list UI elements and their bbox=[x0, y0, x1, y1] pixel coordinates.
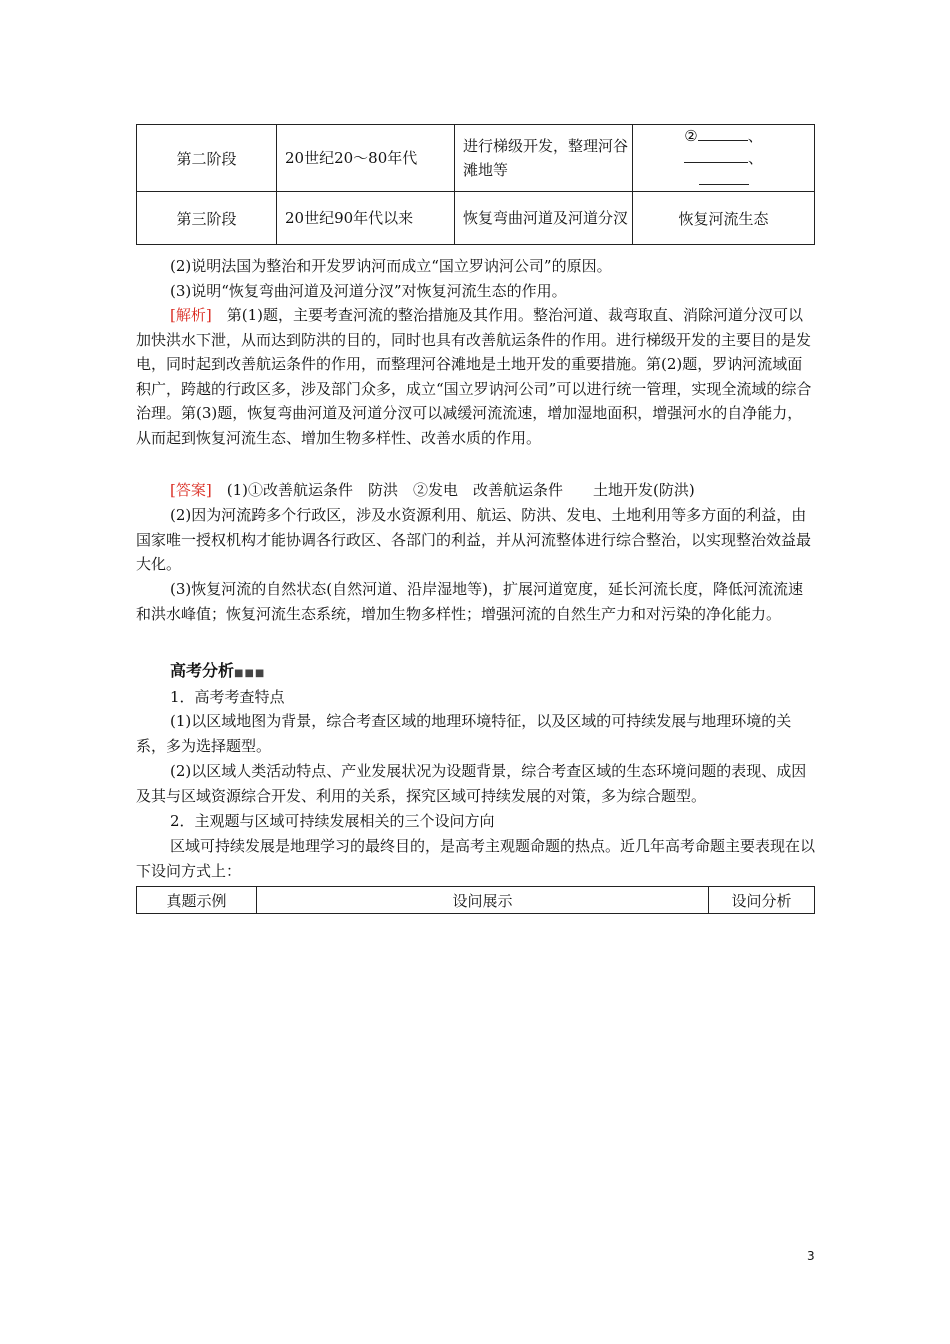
table-row bbox=[137, 125, 815, 192]
question-3: (3)说明“恢复弯曲河道及河道分汊”对恢复河流生态的作用。 bbox=[170, 282, 567, 300]
column-header: 设问展示 bbox=[257, 887, 709, 914]
stage-cell: 第二阶段 bbox=[137, 125, 277, 192]
answer-paragraph-2: (2)因为河流跨多个行政区，涉及水资源利用、航运、防洪、发电、土地利用等多方面的利益，由国家唯一授权机构才能协调各行政区、各部门的利益，并从河流整体进行综合整治，以实现整治效益最大化。 bbox=[136, 506, 812, 573]
page-number: 3 bbox=[807, 1249, 815, 1263]
separator: 、 bbox=[747, 149, 763, 167]
analysis-paragraph bbox=[136, 303, 816, 450]
answer-1-text: (1)①改善航运条件 防洪 ②发电 改善航运条件 土地开发(防洪) bbox=[226, 481, 695, 499]
table-header-row bbox=[137, 887, 815, 914]
item-1-paragraph-1: (1)以区域地图为背景，综合考查区域的地理环境特征，以及区域的可持续发展与地理环境的关系，多为选择题型。 bbox=[136, 712, 792, 755]
stage-table bbox=[136, 124, 815, 245]
answer-blank bbox=[699, 170, 749, 185]
period-cell: 20世纪90年代以来 bbox=[277, 192, 455, 245]
column-header: 设问分析 bbox=[709, 887, 815, 914]
separator: 、 bbox=[747, 127, 763, 145]
section-heading-text: 高考分析 bbox=[170, 661, 235, 680]
question-table bbox=[136, 886, 815, 914]
measure-cell: 进行梯级开发，整理河谷滩地等 bbox=[455, 125, 633, 192]
answer-blank bbox=[698, 126, 748, 141]
stage-cell: 第三阶段 bbox=[137, 192, 277, 245]
answer-blank bbox=[684, 148, 748, 163]
effect-cell: 恢复河流生态 bbox=[633, 192, 815, 245]
table-row bbox=[137, 192, 815, 245]
circle-two-marker: ② bbox=[684, 127, 698, 145]
column-header: 真题示例 bbox=[137, 887, 257, 914]
answer-paragraph-1 bbox=[136, 478, 816, 503]
measure-cell: 恢复弯曲河道及河道分汊 bbox=[455, 192, 633, 245]
section-heading bbox=[170, 658, 265, 681]
analysis-text: 第(1)题，主要考查河流的整治措施及其作用。整治河道、裁弯取直、消除河道分汊可以加快洪水下泄，从而达到防洪的目的，同时也具有改善航运条件的作用。进行梯级开发的主要目的是发电，同时起到改善航运条件的作用，而整理河谷滩地是土地开发的重要措施。第(2)题，罗讷河流域面积广，跨越的行政区多，涉及部门众多，成立“国立罗讷河公司”可以进行统一管理，实现全流域的综合治理。第(3)题，恢复弯曲河道及河道分汊可以减缓河流流速，增加湿地面积，增强河水的自净能力，从而起到恢复河流生态、增加生物多样性、改善水质的作用。 bbox=[136, 306, 812, 447]
item-1-title: 1．高考考查特点 bbox=[170, 688, 285, 706]
item-2-paragraph-1: 区域可持续发展是地理学习的最终目的，是高考主观题命题的热点。近几年高考命题主要表现在以下设问方式上： bbox=[136, 837, 816, 880]
answer-paragraph-3: (3)恢复河流的自然状态(自然河道、沿岸湿地等)，扩展河道宽度，延长河流长度，降低河流流速和洪水峰值；恢复河流生态系统，增加生物多样性；增强河流的自然生产力和对污染的净化能力。 bbox=[136, 580, 803, 623]
effect-blanks-cell bbox=[633, 125, 815, 192]
analysis-tag: [解析] bbox=[170, 306, 212, 324]
item-2-title: 2．主观题与区域可持续发展相关的三个设问方向 bbox=[170, 812, 495, 830]
item-1-paragraph-2: (2)以区域人类活动特点、产业发展状况为设题背景，综合考查区域的生态环境问题的表现、成因及其与区域资源综合开发、利用的关系，探究区域可持续发展的对策，多为综合题型。 bbox=[136, 762, 807, 805]
period-cell: 20世纪20～80年代 bbox=[277, 125, 455, 192]
question-2: (2)说明法国为整治和开发罗讷河而成立“国立罗讷河公司”的原因。 bbox=[170, 257, 612, 275]
heading-dots: ■■■ bbox=[234, 668, 266, 679]
answer-tag: [答案] bbox=[170, 481, 212, 499]
